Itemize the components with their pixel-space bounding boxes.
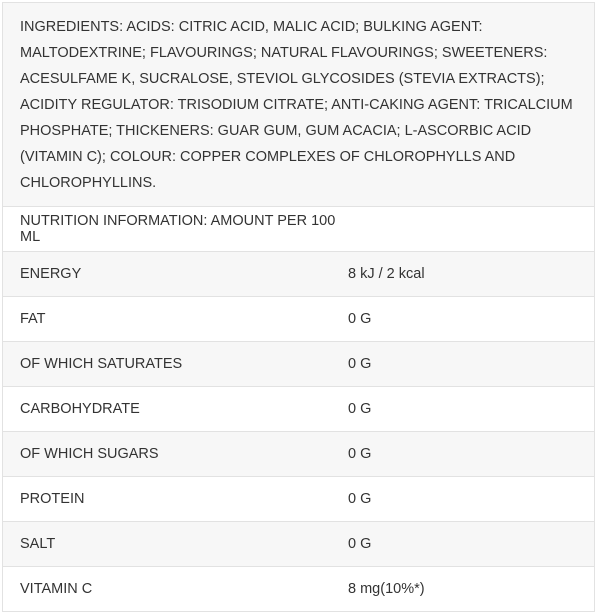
- nutrient-value: 0 G: [348, 356, 372, 372]
- nutrient-label: VITAMIN C: [20, 581, 93, 597]
- nutrient-value: 0 G: [348, 491, 372, 507]
- table-row: [3, 342, 594, 387]
- product-info-panel: [2, 2, 595, 612]
- nutrient-label: PROTEIN: [20, 491, 85, 507]
- nutrient-label: ENERGY: [20, 266, 82, 282]
- table-row: [3, 477, 594, 522]
- table-row: [3, 522, 594, 567]
- nutrient-value: 8 mg(10%*): [348, 581, 425, 597]
- ingredients-text: INGREDIENTS: ACIDS: CITRIC ACID, MALIC ACID; BULKING AGENT: MALTODEXTRINE; FLAVOURINGS; NATURAL FLAVOURINGS; SWEETENERS: ACESULFAME K, SUCRALOSE, STEVIOL GLYCOSIDES (STEVIA EXTRACTS); ACIDITY REGULATOR: TRISODIUM CITRATE; ANTI-CAKING AGENT: TRICALCIUM PHOSPHATE; THICKENERS: GUAR GUM, GUM ACACIA; L-ASCORBIC ACID (VITAMIN C); COLOUR: COPPER COMPLEXES OF CHLOROPHYLLS AND CHLOROPHYLLINS.: [3, 3, 594, 207]
- nutrient-value: 0 G: [348, 311, 372, 327]
- table-row: [3, 297, 594, 342]
- nutrient-value: 8 kJ / 2 kcal: [348, 266, 425, 282]
- table-row: [3, 432, 594, 477]
- nutrient-label: FAT: [20, 311, 46, 327]
- nutrient-label: OF WHICH SATURATES: [20, 356, 183, 372]
- nutrient-value: 0 G: [348, 446, 372, 462]
- nutrition-header-row: [3, 207, 594, 252]
- nutrient-label: OF WHICH SUGARS: [20, 446, 159, 462]
- table-row: [3, 387, 594, 432]
- nutrient-value: 0 G: [348, 536, 372, 552]
- table-row: [3, 567, 594, 612]
- nutrient-value: 0 G: [348, 401, 372, 417]
- nutrient-label: CARBOHYDRATE: [20, 401, 140, 417]
- nutrition-header: NUTRITION INFORMATION: AMOUNT PER 100 ML: [20, 213, 336, 245]
- table-row: [3, 252, 594, 297]
- nutrient-label: SALT: [20, 536, 56, 552]
